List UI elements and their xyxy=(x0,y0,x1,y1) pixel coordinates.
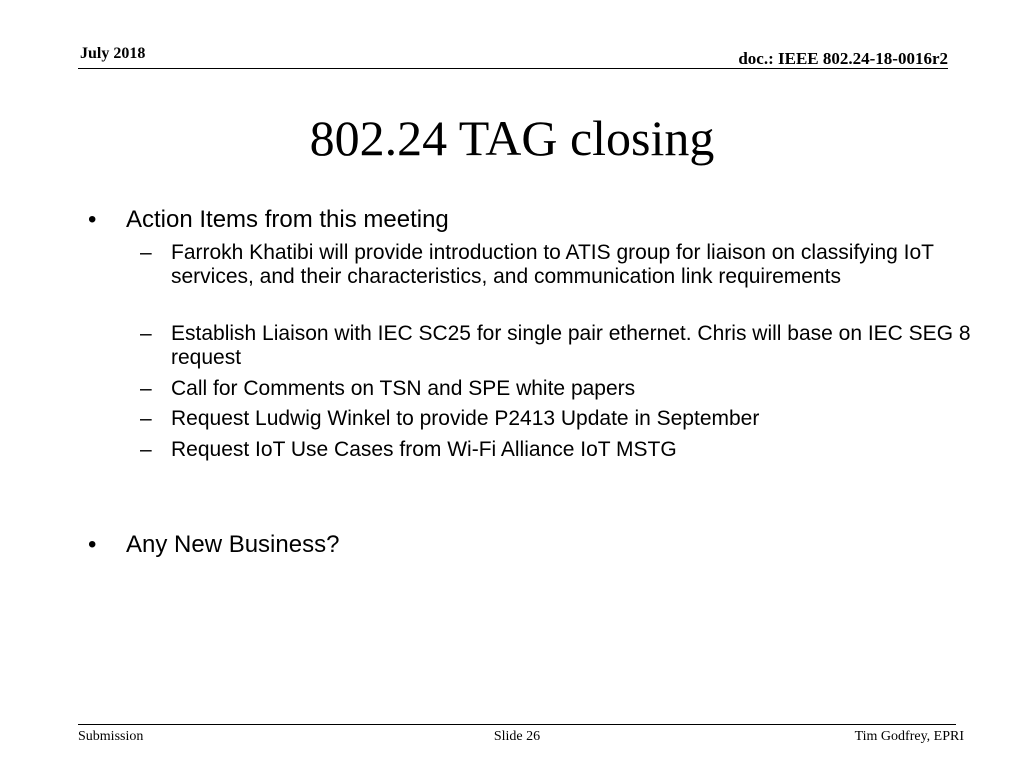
dash-marker: – xyxy=(140,407,152,430)
footer-submission: Submission xyxy=(78,729,144,744)
dash-marker: – xyxy=(140,241,152,264)
bullet-action-items: Action Items from this meeting xyxy=(126,206,449,233)
footer-author: Tim Godfrey, EPRI xyxy=(854,729,964,744)
bullet-marker: • xyxy=(88,206,97,233)
footer-slide-number: Slide 26 xyxy=(493,729,541,744)
header-date: July 2018 xyxy=(80,45,146,62)
sub-item-iec-sc25-liaison: Establish Liaison with IEC SC25 for single pair ethernet. Chris will base on IEC SEG 8 request xyxy=(171,322,971,369)
sub-item-p2413-update: Request Ludwig Winkel to provide P2413 Update in September xyxy=(171,407,760,430)
sub-item-iot-use-cases: Request IoT Use Cases from Wi-Fi Alliance IoT MSTG xyxy=(171,438,677,461)
footer-divider xyxy=(78,724,956,725)
dash-marker: – xyxy=(140,322,152,345)
bullet-new-business: Any New Business? xyxy=(126,531,340,558)
slide-title: 802.24 TAG closing xyxy=(309,110,715,166)
dash-marker: – xyxy=(140,438,152,461)
sub-item-call-for-comments: Call for Comments on TSN and SPE white papers xyxy=(171,377,636,400)
header-doc-id: doc.: IEEE 802.24-18-0016r2 xyxy=(738,49,948,68)
bullet-marker: • xyxy=(88,531,97,558)
dash-marker: – xyxy=(140,377,152,400)
sub-item-atis-liaison: Farrokh Khatibi will provide introduction to ATIS group for liaison on classifying IoT services, and their characteristics, and communication link requirements xyxy=(171,241,934,288)
